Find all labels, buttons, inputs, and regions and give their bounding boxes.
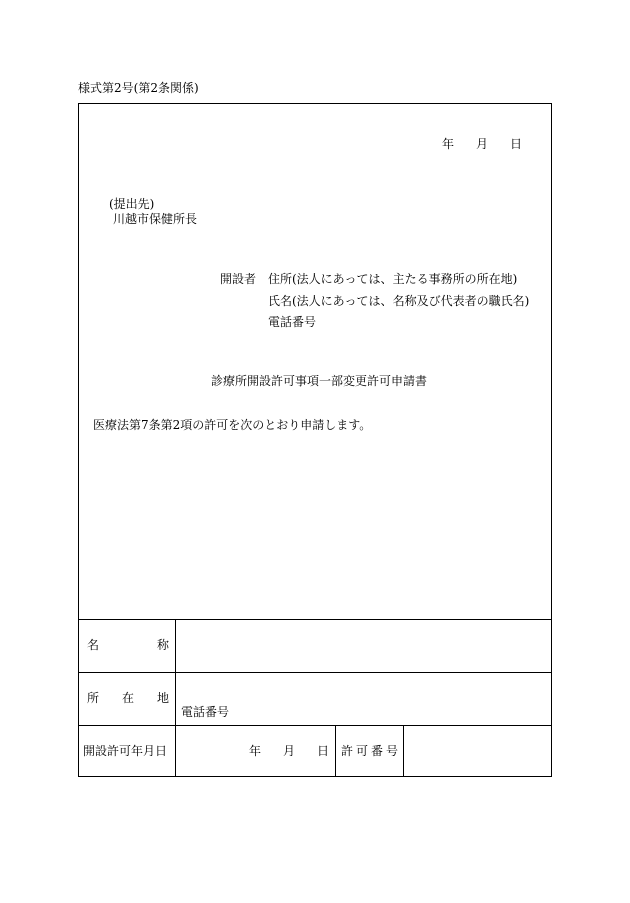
applicant-label: 開設者: [220, 272, 257, 286]
permit-date-day: 日: [316, 744, 329, 758]
permit-date-label: 開設許可年月日: [83, 744, 168, 758]
form-number: 様式第2号(第2条関係): [78, 81, 199, 95]
applicant-name-field: 氏名(法人にあっては、名称及び代表者の職氏名): [268, 294, 530, 308]
name-input-cell[interactable]: [177, 624, 551, 670]
permit-date-month: 月: [282, 744, 295, 758]
name-label: [87, 638, 169, 652]
location-input-cell[interactable]: [177, 674, 551, 704]
date-day: 日: [509, 137, 522, 151]
document-title: 診療所開設許可事項一部変更許可申請書: [211, 374, 428, 388]
table-top-border: [79, 619, 551, 620]
recipient-name: 川越市保健所長: [113, 212, 198, 226]
table-label-column-border: [175, 619, 176, 777]
table-column-border: [335, 725, 336, 777]
submission-date: [442, 137, 522, 151]
date-month: 月: [475, 137, 488, 151]
permit-number-input-cell[interactable]: [405, 728, 551, 776]
table-row-border: [79, 725, 551, 726]
name-label-text: 名 称: [87, 638, 169, 652]
location-label: 所 在 地: [87, 691, 169, 705]
location-phone-label: 電話番号: [181, 705, 230, 719]
applicant-phone-field: 電話番号: [268, 315, 317, 329]
table-column-border: [403, 725, 404, 777]
permit-number-label: 許可番号: [341, 744, 402, 758]
permit-date-cell[interactable]: [249, 744, 329, 758]
recipient-label: (提出先): [109, 197, 155, 211]
applicant-address-field: 住所(法人にあっては、主たる事務所の所在地): [268, 272, 518, 286]
application-statement: 医療法第7条第2項の許可を次のとおり申請します。: [93, 418, 372, 432]
permit-date-year: 年: [249, 744, 262, 758]
application-form: [78, 103, 552, 777]
date-year: 年: [442, 137, 455, 151]
table-row-border: [79, 672, 551, 673]
